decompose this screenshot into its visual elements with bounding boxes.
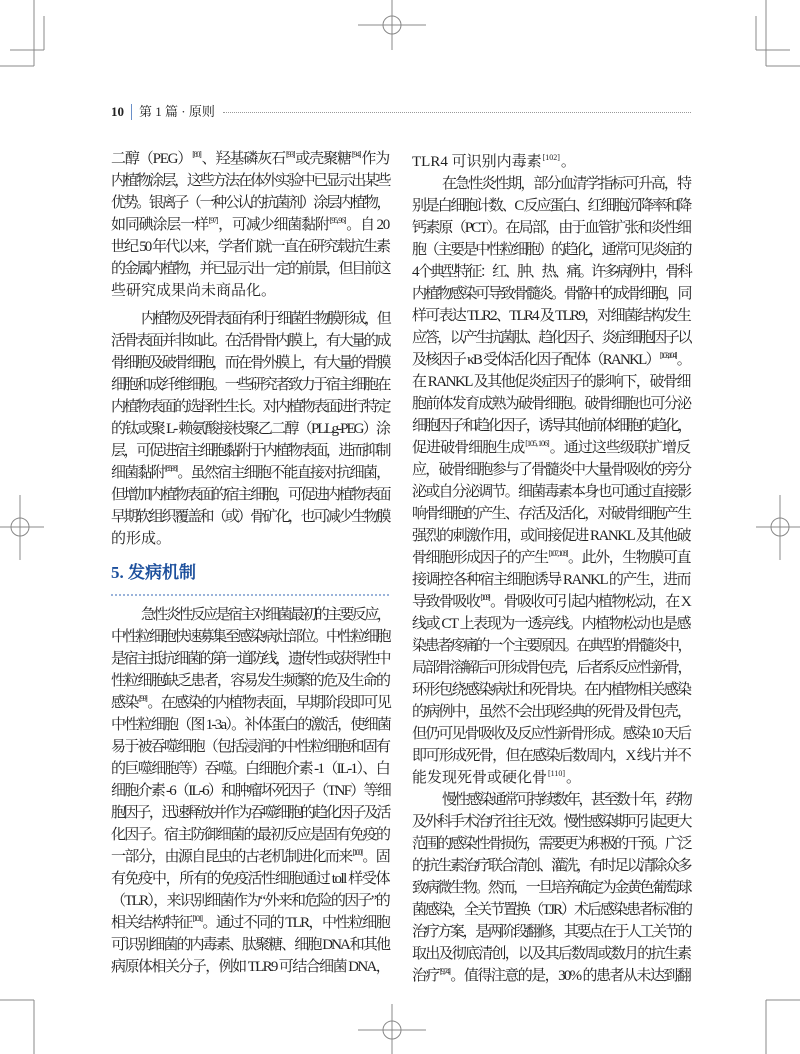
text-run: 但仍可见骨吸收及反应性新骨形成。感染 10 天后 — [412, 726, 690, 742]
text-line — [412, 503, 690, 525]
text-line — [412, 833, 690, 855]
text-line — [111, 604, 389, 626]
text-run: 促进破骨细胞生成 — [412, 440, 525, 456]
text-run: （TLR），来识别细菌作为“外来和危险的因子”的 — [111, 893, 389, 909]
text-run: 细胞和成纤维细胞。一些研究者致力于宿主细胞在 — [111, 377, 389, 393]
text-run: 。通过不同的 TLR，中性粒细胞 — [202, 915, 389, 931]
citation-ref: [109] — [480, 593, 489, 602]
text-line — [412, 943, 690, 965]
text-run: 响骨细胞的产生、存活及活化，对破骨细胞产生 — [412, 506, 691, 522]
text-line — [111, 868, 389, 890]
text-line — [412, 305, 690, 327]
text-line — [412, 217, 690, 239]
paragraph — [111, 148, 389, 302]
text-line — [412, 591, 690, 613]
text-run: 应答，以产生抗菌肽、趋化因子、炎症细胞因子以 — [412, 330, 690, 346]
text-line — [111, 192, 389, 214]
citation-ref: [95, 96] — [329, 216, 346, 225]
text-run: 线或 CT 上表现为一透亮线。内植物松动也是感 — [412, 616, 690, 632]
text-line — [412, 965, 690, 987]
text-run: 内植物涂层，这些方法在体外实验中已显示出某些 — [111, 173, 389, 189]
text-run: TLR4 可识别内毒素 — [412, 154, 542, 170]
header-divider — [131, 104, 132, 120]
citation-ref: [94] — [351, 150, 361, 159]
text-line — [412, 679, 690, 701]
paragraph — [412, 151, 690, 173]
text-run: 及外科手术治疗往往无效。慢性感染期可引起更大 — [412, 814, 690, 830]
text-run: 作为 — [361, 151, 389, 167]
text-line — [111, 440, 389, 462]
text-run: 钙素原（PCT）。在局部，由于血管扩张和炎性细 — [412, 220, 690, 236]
text-run: 治疗 — [412, 968, 439, 984]
text-line — [412, 811, 690, 833]
text-line — [412, 547, 690, 569]
text-line — [111, 736, 389, 758]
text-run: 能发现死骨或硬化骨 — [412, 770, 548, 786]
text-run: 的形成。 — [111, 531, 172, 547]
text-run: 应，破骨细胞参与了骨髓炎中大量骨吸收的旁分 — [412, 462, 691, 478]
text-run: 的病例中，虽然不会出现经典的死骨及骨包壳， — [412, 704, 691, 720]
text-line — [412, 173, 690, 195]
citation-ref: [85, 98] — [165, 464, 177, 473]
text-line — [412, 745, 690, 767]
text-line — [111, 396, 389, 418]
text-line — [412, 437, 690, 459]
text-line — [111, 714, 389, 736]
text-run: 。固 — [362, 849, 389, 865]
paragraph — [412, 173, 690, 789]
text-line — [111, 758, 389, 780]
citation-ref: [80] — [192, 150, 201, 159]
text-line — [412, 789, 690, 811]
text-run: 。值得注意的是，30% 的患者从未达到翻 — [450, 968, 690, 984]
text-run: 些研究成果尚未商品化。 — [111, 283, 277, 299]
text-run: 的巨噬细胞等）吞噬。白细胞介素 -1（IL-1）、白 — [111, 761, 389, 777]
text-line — [111, 484, 389, 506]
text-run: 4 个典型特征：红、肿、热、痛。许多病例中，骨科 — [412, 264, 690, 280]
text-run: 化因子。宿主防御细菌的最初反应是固有免疫的 — [111, 827, 390, 843]
text-run: 活骨表面并非如此。在活骨骨内膜上，有大量的成 — [111, 333, 389, 349]
text-line — [412, 723, 690, 745]
citation-ref: [9, 74] — [439, 967, 450, 976]
text-run: 早期软组织覆盖和（或）骨矿化，也可减少生物膜 — [111, 509, 389, 525]
text-line — [111, 626, 389, 648]
text-run: 。虽然宿主细胞不能直接对抗细菌， — [177, 465, 390, 481]
text-line — [412, 657, 690, 679]
text-run: 泌或自分泌调节。细菌毒素本身也可通过直接影 — [412, 484, 691, 500]
text-run: 性粒细胞缺乏患者，容易发生频繁的危及生命的 — [111, 673, 390, 689]
text-run: 一部分，由源自昆虫的古老机制进化而来 — [111, 849, 352, 865]
text-line — [111, 170, 389, 192]
text-run: 优势。银离子（一种公认的抗菌剂）涂层内植物， — [111, 195, 389, 211]
text-run: 是宿主抵抗细菌的第一道防线，遗传性或获得性中 — [111, 651, 389, 667]
text-run: 。 — [560, 154, 576, 170]
text-run: 或壳聚糖 — [295, 151, 351, 167]
citation-ref: [102] — [542, 153, 560, 162]
part-title: 第 1 篇 · 原则 — [139, 104, 215, 119]
text-line — [111, 528, 389, 550]
text-run: 的钛或聚 L- 赖氨酸接枝聚乙二醇（PLLg-PEG）涂 — [111, 421, 389, 437]
text-run: 感染 — [111, 695, 139, 711]
text-line — [412, 151, 690, 173]
text-line — [412, 701, 690, 723]
text-line — [111, 280, 389, 302]
text-run: 层，可促进宿主细胞黏附于内植物表面，进而抑制 — [111, 443, 389, 459]
text-line — [412, 569, 690, 591]
citation-ref: [97] — [208, 216, 218, 225]
text-line — [412, 283, 690, 305]
text-line — [412, 921, 690, 943]
paragraph — [111, 604, 389, 978]
text-run: 相关结构特征 — [111, 915, 192, 931]
text-run: 菌感染，全关节置换（TJR）术后感染患者标准的 — [412, 902, 692, 918]
text-run: 世纪 50 年代以来，学者们就一直在研究载抗生素 — [111, 239, 389, 255]
text-line — [111, 418, 389, 440]
citation-ref: [93] — [285, 150, 295, 159]
text-run: 细胞介素 -6（IL-6）和肿瘤坏死因子（TNF）等细 — [111, 783, 390, 799]
text-line — [412, 855, 690, 877]
text-run: 局部骨溶解后可形成骨包壳，后者系反应性新骨， — [412, 660, 690, 676]
paragraph — [412, 789, 690, 987]
text-line — [111, 956, 389, 978]
text-line — [412, 767, 690, 789]
text-run: 中性粒细胞（图 1-3a）。补体蛋白的激活，使细菌 — [111, 717, 391, 733]
text-line — [412, 327, 690, 349]
text-run: 。 — [566, 770, 582, 786]
text-run: 。骨吸收可引起内植物松动，在 X — [489, 594, 690, 610]
text-run: 治疗方案，是两阶段翻修，其要点在于人工关节的 — [412, 924, 690, 940]
text-run: 中性粒细胞快速募集至感染病灶部位。中性粒细胞 — [111, 629, 389, 645]
text-run: 在 RANKL 及其他促炎症因子的影响下，破骨细 — [412, 374, 690, 390]
text-line — [412, 415, 690, 437]
text-run: 内植物感染可导致骨髓炎。骨骼中的成骨细胞，同 — [412, 286, 690, 302]
citation-ref: [110] — [548, 769, 566, 778]
text-line — [412, 393, 690, 415]
text-run: 胞因子，迅速释放并作为吞噬细胞的趋化因子及活 — [111, 805, 389, 821]
text-run: 及核因子 κB 受体活化因子配体（RANKL） — [412, 352, 659, 368]
text-line — [412, 635, 690, 657]
text-line — [111, 214, 389, 236]
citation-ref: [100] — [352, 848, 362, 857]
text-line — [111, 780, 389, 802]
text-run: 范围的感染性骨损伤，需要更为积极的干预。广泛 — [412, 836, 690, 852]
text-line — [111, 258, 389, 280]
text-line — [412, 459, 690, 481]
text-run: 易于被吞噬细胞（包括浸润的中性粒细胞和固有 — [111, 739, 390, 755]
paragraph — [111, 308, 389, 550]
text-run: 胞前体发育成熟为破骨细胞。破骨细胞也可分泌 — [412, 396, 691, 412]
text-line — [111, 890, 389, 912]
text-run: 、羟基磷灰石 — [201, 151, 285, 167]
text-run: 病原体相关分子，例如 TLR9 可结合细菌 DNA， — [111, 959, 389, 975]
text-run: 。通过这些级联扩增反 — [549, 440, 690, 456]
text-line — [111, 912, 389, 934]
text-line — [412, 371, 690, 393]
text-line — [111, 506, 389, 528]
text-line — [111, 846, 389, 868]
text-run: 导致骨吸收 — [412, 594, 480, 610]
text-run: 骨细胞形成因子的产生 — [412, 550, 548, 566]
text-line — [111, 236, 389, 258]
text-run: 的抗生素治疗联合清创、灌洗，有时足以清除众多 — [412, 858, 690, 874]
text-run: 。在感染的内植物表面，早期阶段即可见 — [147, 695, 391, 711]
text-run: 慢性感染通常可持续数年，甚至数十年，药物 — [442, 792, 690, 808]
text-run: 内植物及死骨表面有利于细菌生物膜形成，但 — [141, 311, 389, 327]
text-line — [412, 261, 690, 283]
page-number: 10 — [111, 104, 124, 119]
text-line — [111, 670, 389, 692]
heading-dotted-rule — [111, 594, 389, 596]
text-run: 内植物表面的选择性生长。对内植物表面进行特定 — [111, 399, 389, 415]
text-line — [412, 349, 690, 371]
citation-ref: [105, 106] — [525, 439, 549, 448]
text-line — [111, 374, 389, 396]
text-line — [111, 648, 389, 670]
text-run: 取出及彻底清创，以及其后数周或数月的抗生素 — [412, 946, 691, 962]
text-run: 胞（主要是中性粒细胞）的趋化，通常可见炎症的 — [412, 242, 690, 258]
text-line — [412, 613, 690, 635]
text-run: 有免疫中，所有的免疫活性细胞通过 toll 样受体 — [111, 871, 389, 887]
text-run: 细胞因子和趋化因子，诱导其他前体细胞的趋化， — [412, 418, 690, 434]
text-line — [111, 308, 389, 330]
text-run: 接调控各种宿主细胞诱导 RANKL 的产生，进而 — [412, 572, 690, 588]
text-run: 可识别细菌的内毒素、肽聚糖、细胞 DNA 和其他 — [111, 937, 389, 953]
text-line — [111, 330, 389, 352]
text-run: 的金属内植物，并已显示出一定的前景，但目前这 — [111, 261, 389, 277]
text-run: 。自 20 — [346, 217, 389, 233]
text-run: 。此外，生物膜可直 — [567, 550, 690, 566]
text-run: 别是白细胞计数、C 反应蛋白、红细胞沉降率和降 — [412, 198, 690, 214]
section-heading-text: 5. 发病机制 — [111, 563, 196, 582]
citation-ref: [103, 104] — [659, 351, 676, 360]
citation-ref: [107, 108] — [548, 549, 567, 558]
text-run: 在急性炎性期，部分血清学指标可升高，特 — [442, 176, 690, 192]
text-run: 染患者疼痛的一个主要原因。在典型的骨髓炎中， — [412, 638, 690, 654]
text-run: 。 — [676, 352, 690, 368]
text-line — [111, 824, 389, 846]
section-heading — [111, 558, 389, 598]
text-line — [111, 148, 389, 170]
text-run: 即可形成死骨，但在感染后数周内，X 线片并不 — [412, 748, 690, 764]
text-line — [412, 239, 690, 261]
running-header — [111, 102, 691, 122]
citation-ref: [101] — [192, 914, 202, 923]
text-run: ，可减少细菌黏附 — [218, 217, 329, 233]
text-line — [412, 195, 690, 217]
text-run: 环形包绕感染病灶和死骨块。在内植物相关感染 — [412, 682, 691, 698]
text-run: 二醇（PEG） — [111, 151, 192, 167]
text-line — [111, 352, 389, 374]
citation-ref: [99] — [139, 694, 147, 703]
text-line — [412, 525, 690, 547]
text-run: 细菌黏附 — [111, 465, 165, 481]
text-line — [111, 802, 389, 824]
text-line — [111, 692, 389, 714]
text-line — [111, 462, 389, 484]
text-run: 急性炎性反应是宿主对细菌最初的主要反应， — [141, 607, 389, 623]
text-line — [111, 934, 389, 956]
text-line — [412, 877, 690, 899]
text-run: 致病微生物。然而，一旦培养确定为金黄色葡萄球 — [412, 880, 690, 896]
text-run: 如同碘涂层一样 — [111, 217, 208, 233]
header-dotted-rule — [223, 112, 691, 113]
text-line — [412, 481, 690, 503]
text-line — [412, 899, 690, 921]
text-run: 强烈的刺激作用，或间接促进 RANKL 及其他破 — [412, 528, 690, 544]
text-run: 样可表达 TLR2、TLR4 及 TLR9，对细菌结构发生 — [412, 308, 690, 324]
text-run: 骨细胞及破骨细胞，而在骨外膜上，有大量的骨膜 — [111, 355, 389, 371]
text-run: 但增加内植物表面的宿主细胞，可促进内植物表面 — [111, 487, 389, 503]
